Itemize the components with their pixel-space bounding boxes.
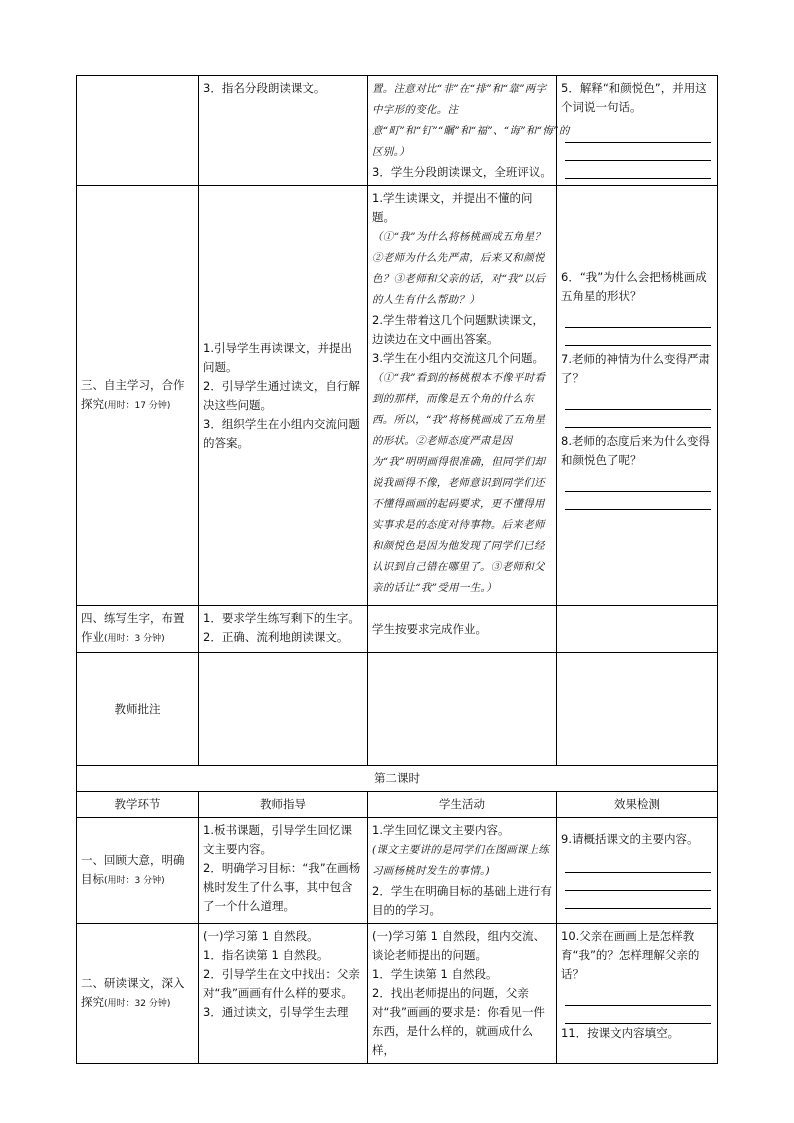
comment-label: 教师批注 — [114, 701, 161, 716]
header-teacher: 教师指导 — [260, 797, 306, 811]
stage-time: (用时：32 分钟) — [104, 998, 171, 1009]
student-note: 置。注意对比“非”在“排”和“靠”两字中字形的变化。注意“町”和“钉”“瞩”和“福”、“诲”和“悔”的区别。） — [372, 83, 570, 158]
stage-cell — [77, 818, 199, 924]
check-question: 10.父亲在画画上是怎样教育“我”的？怎样理解父亲的话？ — [561, 929, 700, 981]
row-study-text — [77, 924, 718, 1064]
header-check: 效果检测 — [614, 797, 660, 811]
header-stage: 教学环节 — [114, 797, 161, 811]
teacher-step: 3．指名分段朗读课文。 — [203, 81, 326, 95]
answer-line — [565, 392, 711, 410]
row-header — [77, 792, 718, 818]
answer-line — [565, 125, 711, 143]
student-step: 3．学生分段朗读课文，全班评议。 — [372, 165, 552, 179]
header-cell — [77, 792, 199, 818]
teacher-guidance-cell — [199, 186, 368, 606]
teacher-step: 2．明确学习目标：“我”在画杨桃时发生了什么事，其中包含了一个什么道理。 — [203, 861, 361, 913]
answer-line — [565, 328, 711, 346]
comment-cell[interactable] — [368, 653, 557, 766]
answer-line — [565, 310, 711, 328]
student-step: 1.学生回忆课文主要内容。 — [372, 823, 510, 837]
stage-cell — [77, 186, 199, 606]
student-note: （①“我”为什么将杨桃画成五角星？②老师为什么先严肃，后来又和颜悦色？③老师和父亲的话，对“我”以后的人生有什么帮助？） — [372, 231, 546, 306]
teacher-step: 1.板书课题，引导学生回忆课文主要内容。 — [203, 823, 352, 856]
stage-time: (用时：17 分钟) — [104, 400, 171, 411]
teacher-step: 1.引导学生再读课文，并提出问题。 — [203, 340, 352, 374]
teacher-step: 1．要求学生练写剩下的生字。 — [203, 611, 360, 625]
teacher-step: (一)学习第 1 自然段。 — [203, 929, 319, 943]
check-question: 9.请概括课文的主要内容。 — [561, 832, 699, 846]
comment-cell[interactable] — [557, 653, 718, 766]
answer-line — [565, 492, 711, 510]
student-step: 学生按要求完成作业。 — [372, 621, 487, 636]
teacher-step: 3．通过读文，引导学生去理 — [203, 1005, 349, 1019]
teacher-step: 2．正确、流利地朗读课文。 — [203, 630, 349, 644]
student-note: （①“我”看到的杨桃根本不像平时看到的那样，而像是五个角的什么东西。所以，“我”将杨桃画成了五角星的形状。②老师态度严肃是因为“我”明明画得很准确，但同学们却说我画得不像，老师意识到同学们还不懂得画画的起码要求，更不懂得用实事求是的态度对待事物。后来老师和颜悦色是因为他发现了同学们已经认识到自己错在哪里了。③老师和父亲的话让“我”受用一生。） — [372, 372, 546, 594]
teacher-step: 1．指名读第 1 自然段。 — [203, 948, 329, 962]
effect-check-cell — [557, 186, 718, 606]
row-review — [77, 818, 718, 924]
answer-line — [565, 873, 711, 891]
student-step: (一)学习第 1 自然段，组内交流、谈论老师提出的问题。 — [372, 929, 546, 962]
student-step: 2．学生在明确目标的基础上进行有目的的学习。 — [372, 884, 552, 917]
stage-title: 三、自主学习，合作探究 — [81, 377, 185, 411]
row-teacher-comment — [77, 653, 718, 766]
stage-title: 一、回顾大意，明确目标 — [81, 852, 185, 886]
answer-line — [565, 474, 711, 492]
row-practice — [77, 606, 718, 653]
stage-title: 四、练写生字，布置作业 — [81, 611, 185, 644]
teacher-step: 2．引导学生在文中找出：父亲对“我”画画有什么样的要求。 — [203, 967, 360, 1000]
row-self-study — [77, 186, 718, 606]
answer-line — [565, 891, 711, 909]
check-question: 11．按课文内容填空。 — [561, 1026, 680, 1040]
lesson-plan-table — [76, 75, 718, 1064]
header-cell — [557, 792, 718, 818]
effect-check-cell — [557, 76, 718, 186]
answer-line — [565, 410, 711, 428]
student-step: 1．学生读第 1 自然段。 — [372, 967, 498, 981]
stage-time: (用时：3 分钟) — [104, 875, 165, 886]
header-cell — [199, 792, 368, 818]
answer-line — [565, 988, 711, 1006]
lesson-title: 第二课时 — [374, 771, 420, 785]
lesson-title-cell — [77, 766, 718, 792]
check-question: 8.老师的态度后来为什么变得和颜悦色了呢？ — [561, 434, 710, 467]
stage-cell-empty — [77, 76, 199, 186]
student-step: 1.学生读课文，并提出不懂的问题。 — [372, 191, 533, 224]
student-activity-cell — [368, 186, 557, 606]
header-student: 学生活动 — [439, 797, 485, 811]
check-question: 6．“我”为什么会把杨桃画成五角星的形状？ — [561, 270, 707, 303]
teacher-guidance-cell — [199, 606, 368, 653]
teacher-guidance-cell — [199, 76, 368, 186]
row-reading — [77, 76, 718, 186]
student-activity-cell — [368, 76, 570, 186]
student-activity-cell — [368, 606, 557, 653]
effect-check-cell — [557, 818, 718, 924]
answer-line — [565, 161, 711, 179]
effect-check-cell — [557, 924, 718, 1064]
comment-cell[interactable] — [199, 653, 368, 766]
answer-line — [565, 1006, 711, 1024]
comment-label-cell — [77, 653, 199, 766]
stage-time: (用时：3 分钟) — [104, 634, 165, 644]
effect-check-cell — [557, 606, 718, 653]
check-question: 7.老师的神情为什么变得严肃了？ — [561, 352, 710, 385]
student-step: 3.学生在小组内交流这几个问题。 — [372, 351, 544, 365]
student-step: 2.学生带着这几个问题默读课文，边读边在文中画出答案。 — [372, 313, 544, 346]
student-step: 2．找出老师提出的问题，父亲对“我”画画的要求是：你看见一件东西，是什么样的，就画成什么样， — [372, 986, 545, 1057]
student-activity-cell — [368, 818, 557, 924]
stage-title: 二、研读课文，深入探究 — [81, 975, 185, 1009]
row-second-lesson-title — [77, 766, 718, 792]
teacher-step: 3．组织学生在小组内交流问题的答案。 — [203, 416, 360, 450]
teacher-guidance-cell — [199, 924, 368, 1064]
student-activity-cell — [368, 924, 557, 1064]
stage-cell — [77, 924, 199, 1064]
check-question: 5．解释“和颜悦色”，并用这个词说一句话。 — [561, 81, 707, 114]
answer-line — [565, 855, 711, 873]
teacher-guidance-cell — [199, 818, 368, 924]
student-note: (课文主要讲的是同学们在图画课上练习画杨桃时发生的事情。) — [372, 844, 550, 877]
header-cell — [368, 792, 557, 818]
teacher-step: 2．引导学生通过读文，自行解决这些问题。 — [203, 378, 360, 412]
answer-line — [565, 143, 711, 161]
stage-cell — [77, 606, 199, 653]
